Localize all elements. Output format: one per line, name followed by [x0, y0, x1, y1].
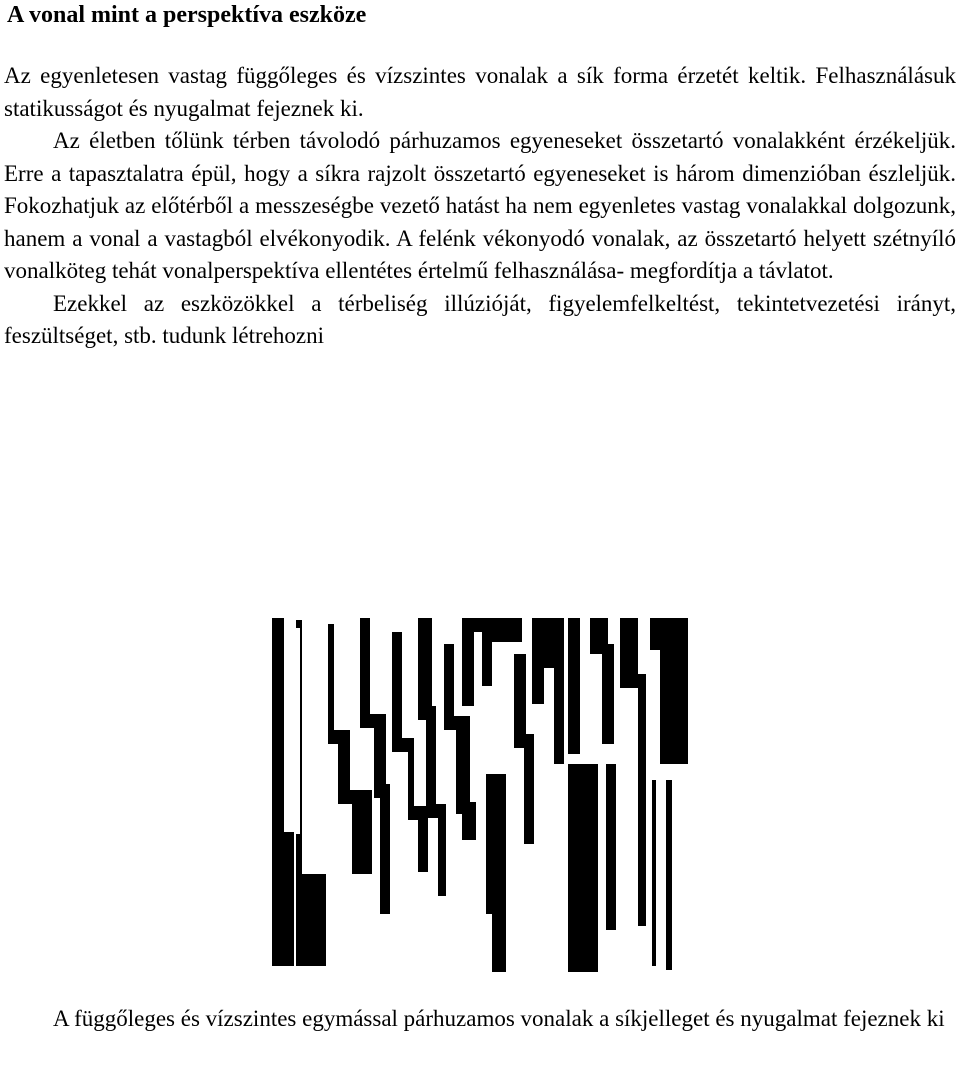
figure-band-14 [590, 618, 614, 744]
figure-band-8 [462, 618, 522, 706]
figure-band-1 [272, 618, 294, 966]
line-perspective-figure [268, 614, 692, 972]
figure-band-12 [568, 764, 598, 972]
figure-caption: A függőleges és vízszintes egymással párhuzamos vonalak a síkjelleget és nyugalmat fejeznek ki [53, 1006, 945, 1031]
figure-band-11 [532, 618, 564, 764]
body-text [4, 60, 956, 353]
figure-band-18 [652, 780, 656, 966]
paragraph-2: Az életben tőlünk térben távolodó párhuzamos egyeneseket összetartó vonalakként érzékeljük. Erre a tapasztalatra épül, hogy a síkra rajzolt összetartó egyeneseket is három dimenzióban észleljük. Fokozhatjuk az előtérből a messzeségbe vezető hatást ha nem egyenletes vastag vonalakkal dolgozunk, hanem a vonal a vastagból elvékonyodik. A felénk vékonyodó vonalak, az összetartó helyett szétnyíló vonalköteg tehát vonalperspektíva ellentétes értelmű felhasználása- megfordítja a távlatot. [4, 128, 956, 283]
page-title: A vonal mint a perspektíva eszköze [7, 2, 367, 28]
figure-band-9 [486, 774, 506, 972]
figure-band-16 [650, 618, 688, 764]
figure-band-15 [620, 618, 646, 926]
figure-band-2 [296, 620, 326, 966]
figure-band-17 [606, 764, 616, 930]
figure-band-13 [568, 618, 580, 754]
paragraph-1: Az egyenletesen vastag függőleges és vízszintes vonalak a sík forma érzetét keltik. Felhasználásuk statikusságot és nyugalmat fejeznek ki. [4, 63, 956, 121]
figure-band-10 [514, 654, 534, 844]
paragraph-3: Ezekkel az eszközökkel a térbeliség illúzióját, figyelemfelkeltést, tekintetvezetési irányt, feszültséget, stb. tudunk létrehozni [4, 290, 956, 348]
figure-canvas [268, 614, 692, 972]
figure-band-19 [666, 780, 672, 970]
